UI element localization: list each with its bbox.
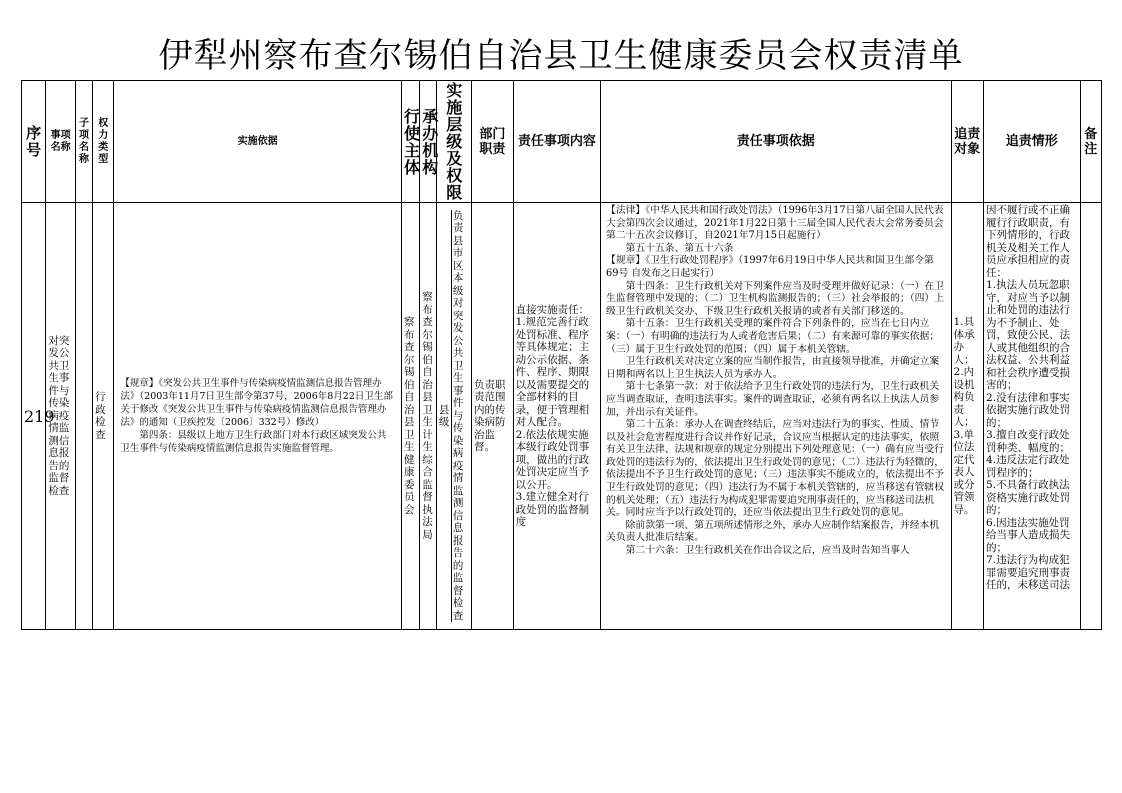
- header-situations: 追责情形: [984, 81, 1081, 203]
- level-description: 负责县市区本级对突发公共卫生事件与传染病疫情监测信息报告的监督检查: [451, 210, 471, 623]
- level-value: 县级: [438, 403, 450, 428]
- cell-subject: 察布查尔锡伯自治县卫生健康委员会: [401, 203, 419, 630]
- cell-sub-item-name: [75, 203, 92, 630]
- header-item-name: 事项名称: [46, 81, 75, 203]
- header-resp-content: 责任事项内容: [513, 81, 600, 203]
- cell-remark: [1080, 203, 1101, 630]
- resp-basis-law-articles: 第五十五条、第五十六条: [625, 242, 734, 254]
- resp-basis-art15: 第十五条：卫生行政机关受理的案件符合下列条件的，应当在七日内立案：（一）有明确的违法行为人或者危害后果；（二）有来源可靠的事实依据；（三）属于卫生行政处罚的范围；（四）属于本机关管辖。: [606, 318, 940, 355]
- header-subject: 行使主体: [401, 81, 419, 203]
- header-row: [22, 81, 1102, 203]
- header-power-type: 权力类型: [93, 81, 114, 203]
- header-resp-basis: 责任事项依据: [601, 81, 952, 203]
- cell-duty: 负责职责范围内的传染病防治监督。: [472, 203, 514, 630]
- header-seq: 序号: [22, 81, 46, 203]
- resp-basis-rule: 【规章】《卫生行政处罚程序》（1997年6月19日中华人民共和国卫生部令第69号 自发布之日起实行）: [606, 255, 934, 279]
- cell-org: 察布查尔锡伯自治县卫生计生综合监督执法局: [420, 203, 437, 630]
- resp-basis-art14: 第十四条：卫生行政机关对下列案件应当及时受理并做好记录：（一）在卫生监督管理中发现的；（二）卫生机构监测报告的；（三）社会举报的；（四）上级卫生行政机关交办、下级卫生行政机关报请的或者有关部门移送的。: [606, 280, 945, 317]
- resp-basis-art26: 第二十六条：卫生行政机关在作出合议之后，应当及时告知当事人: [625, 545, 910, 557]
- header-duty: 部门职责: [472, 81, 514, 203]
- resp-basis-art25: 第二十五条：承办人在调查终结后，应当对违法行为的事实、性质、情节以及社会危害程度进行合议并作好记录，合议应当根据认定的违法事实，依照有关卫生法律、法规和规章的规定分别提出下列处理意见：（一）确有应当受行政处罚的违法行为的，依法提出卫生行政处罚的意见；（二）违法行为轻微的，依法提出不予卫生行政处罚的意见；（三）违法事实不能成立的，依法提出不予卫生行政处罚的意见；（四）违法行为不属于本机关管辖的，应当移送有管辖权的机关处理；（五）违法行为构成犯罪需要追究刑事责任的，应当移送司法机关。同时应当予以行政处罚的，还应当依法提出卫生行政处罚的意见。: [606, 419, 945, 519]
- cell-situations: 因不履行或不正确履行行政职责，有下列情形的，行政机关及相关工作人员应承担相应的责任： 1.执法人员玩忽职守，对应当予以制止和处罚的违法行为不予制止、处罚，致使公民、法人或其他组织的合法权益、公共利益和社会秩序遭受损害的； 2.没有法律和事实依据实施行政处罚的； 3.擅自改变行政处罚种类、幅度的； 4.违反法定行政处罚程序的； 5.不具备行政执法资格实施行政处罚的； 6.因违法实施处罚给当事人造成损失的； 7.违法行为构成犯罪需要追究刑事责任的，未移送司法: [984, 203, 1081, 630]
- resp-basis-art25-2: 除前款第一项、第五项所述情形之外，承办人应制作结案报告，并经本机关负责人批准后结案。: [606, 519, 940, 544]
- table-row: [22, 203, 1102, 630]
- cell-resp-content: 直接实施责任： 1.规范完善行政处罚标准、程序等具体规定；主动公示依据、条件、程序、期限以及需要提交的全部材料的目录，便于管理相对人配合。 2.依法依规实施本级行政处罚事项，做出的行政处罚决定应当予以公开。 3.建立健全对行政处罚的监督制度: [513, 203, 600, 630]
- header-accountable: 追责对象: [951, 81, 984, 203]
- resp-basis-law: 【法律】《中华人民共和国行政处罚法》（1996年3月17日第八届全国人民代表大会第四次会议通过，2021年1月22日第十三届全国人民代表大会常务委员会第二十五次会议修订，自2021年7月15日起施行）: [606, 205, 944, 242]
- cell-resp-basis: [601, 203, 952, 630]
- basis-article: 第四条：县级以上地方卫生行政部门对本行政区域突发公共卫生事件与传染病疫情监测信息报告实施监督管理。: [120, 430, 387, 454]
- cell-power-type: 行政检查: [93, 203, 114, 630]
- header-sub-item-name: 子项名称: [75, 81, 92, 203]
- responsibility-table: [21, 80, 1102, 630]
- cell-seq: 219: [22, 203, 46, 630]
- page-title: 伊犁州察布查尔锡伯自治县卫生健康委员会权责清单: [158, 36, 964, 76]
- header-remark: 备注: [1080, 81, 1101, 203]
- header-org: 承办机构: [420, 81, 437, 203]
- cell-level: [437, 203, 472, 630]
- resp-basis-art17: 第十七条第一款：对于依法给予卫生行政处罚的违法行为，卫生行政机关应当调查取证，查明违法事实。案件的调查取证，必须有两名以上执法人员参加，并出示有关证件。: [606, 381, 940, 418]
- header-basis: 实施依据: [114, 81, 402, 203]
- resp-basis-art15-2: 卫生行政机关对决定立案的应当制作报告，由直接领导批准，并确定立案日期和两名以上卫生执法人员为承办人。: [606, 356, 940, 380]
- cell-item-name: 对突发公共卫生事件与传染病疫情监测信息报告的监督检查: [46, 203, 75, 630]
- cell-accountable: 1.具体承办人； 2.内设机构负责人； 3.单位法定代表人或分管领导。: [951, 203, 984, 630]
- basis-regulation: 【规章】《突发公共卫生事件与传染病疫情监测信息报告管理办法》（2003年11月7日卫生部令第37号，2006年8月22日卫生部关于修改《突发公共卫生事件与传染病疫情监测信息报告管理办法》的通知（卫疾控发〔2006〕332号）修改）: [120, 378, 393, 428]
- header-level: 实施层级及权限: [437, 81, 472, 203]
- cell-basis: [114, 203, 402, 630]
